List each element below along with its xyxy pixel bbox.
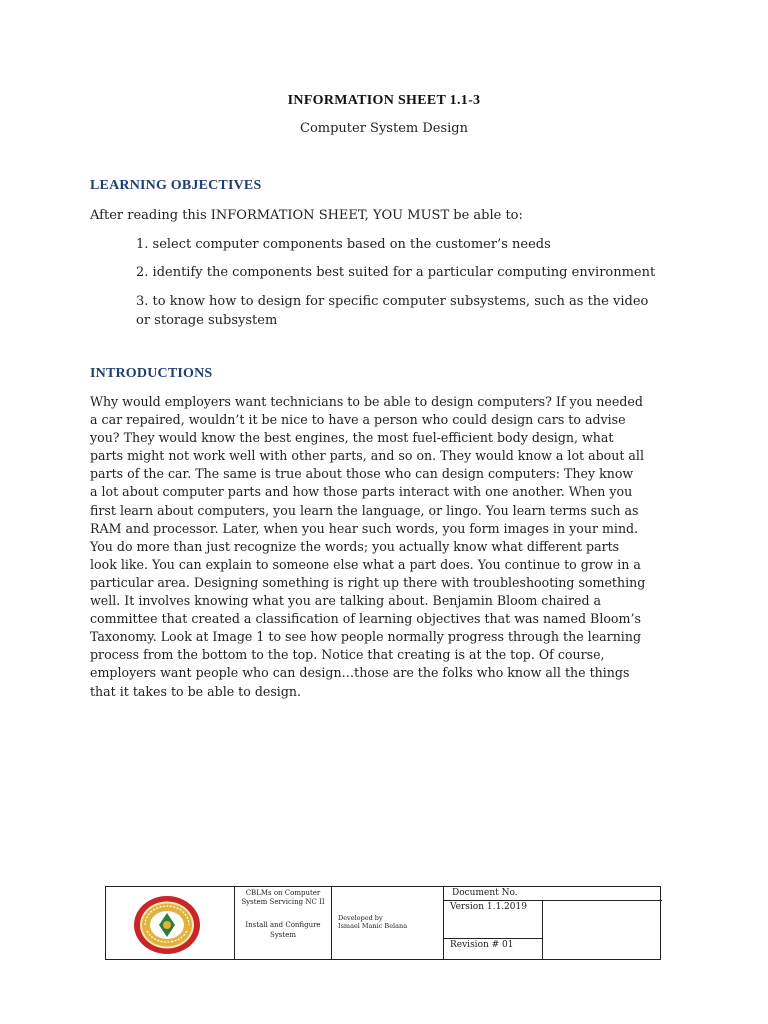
body-line: first learn about computers, you learn the language, or lingo. You learn terms such as xyxy=(90,502,639,518)
body-line: look like. You can explain to someone else what a part does. You continue to grow in a xyxy=(90,556,641,572)
body-line: process from the bottom to the top. Notice that creating is at the top. Of course, xyxy=(90,647,605,663)
developer-name: Ismael Manic Belana xyxy=(338,922,408,930)
body-line: RAM and processor. Later, when you hear such words, you form images in your mind. xyxy=(90,520,639,536)
developer-info xyxy=(338,914,407,930)
objectives-intro: After reading this INFORMATION SHEET, YOU MUST be able to: xyxy=(90,208,523,223)
page-title: INFORMATION SHEET 1.1-3 xyxy=(287,93,481,108)
learning-objectives-heading: LEARNING OBJECTIVES xyxy=(90,178,262,193)
row-divider xyxy=(444,900,662,901)
module-title-line: System xyxy=(270,931,296,939)
developed-by-label: Developed by xyxy=(338,914,383,922)
objective-item: 3. to know how to design for specific computer subsystems, such as the video xyxy=(136,294,649,309)
revision-label: Revision # 01 xyxy=(450,940,514,950)
body-line: parts of the car. The same is true about those who can design computers: They know xyxy=(90,466,634,482)
introductions-heading: INTRODUCTIONS xyxy=(90,366,213,381)
document-number-label: Document No. xyxy=(452,888,518,898)
objective-item: 2. identify the components best suited for a particular computing environment xyxy=(136,265,656,280)
body-line: you? They would know the best engines, the most fuel-efficient body design, what xyxy=(90,430,614,446)
module-title-line: Install and Configure xyxy=(245,921,321,929)
body-line: Why would employers want technicians to be able to design computers? If you needed xyxy=(90,394,643,409)
body-line: parts might not work well with other parts, and so on. They would know a lot about all xyxy=(90,448,644,464)
objective-item: 1. select computer components based on the customer’s needs xyxy=(136,237,551,252)
body-line: employers want people who can design…those are the folks who know all the things xyxy=(90,665,630,681)
body-line: particular area. Designing something is right up there with troubleshooting something xyxy=(90,574,646,590)
footer-logo-cell xyxy=(106,887,235,959)
footer-course-cell xyxy=(235,887,332,959)
introductions-body xyxy=(90,393,682,701)
course-title-line: System Servicing NC II xyxy=(241,898,325,906)
college-seal-icon xyxy=(133,895,201,955)
footer-developer-cell xyxy=(332,887,444,959)
document-footer-table xyxy=(105,886,661,960)
course-title-line: CBLMs on Computer xyxy=(245,889,321,897)
body-line: You do more than just recognize the words; you actually know what different parts xyxy=(90,538,620,554)
version-label: Version 1.1.2019 xyxy=(450,902,527,912)
body-line: Taxonomy. Look at Image 1 to see how people normally progress through the learning xyxy=(90,629,641,645)
footer-document-cell xyxy=(444,887,662,959)
column-divider xyxy=(542,900,543,960)
page-subtitle: Computer System Design xyxy=(300,121,468,136)
body-line: committee that created a classification of learning objectives that was named Bloom’s xyxy=(90,611,641,627)
body-line: a car repaired, wouldn’t it be nice to have a person who could design cars to advise xyxy=(90,412,626,428)
body-line: a lot about computer parts and how those parts interact with one another. When you xyxy=(90,484,633,500)
body-line: that it takes to be able to design. xyxy=(90,683,302,699)
body-line: well. It involves knowing what you are talking about. Benjamin Bloom chaired a xyxy=(90,593,602,609)
objective-item-continuation: or storage subsystem xyxy=(136,313,278,328)
row-divider xyxy=(444,938,543,939)
